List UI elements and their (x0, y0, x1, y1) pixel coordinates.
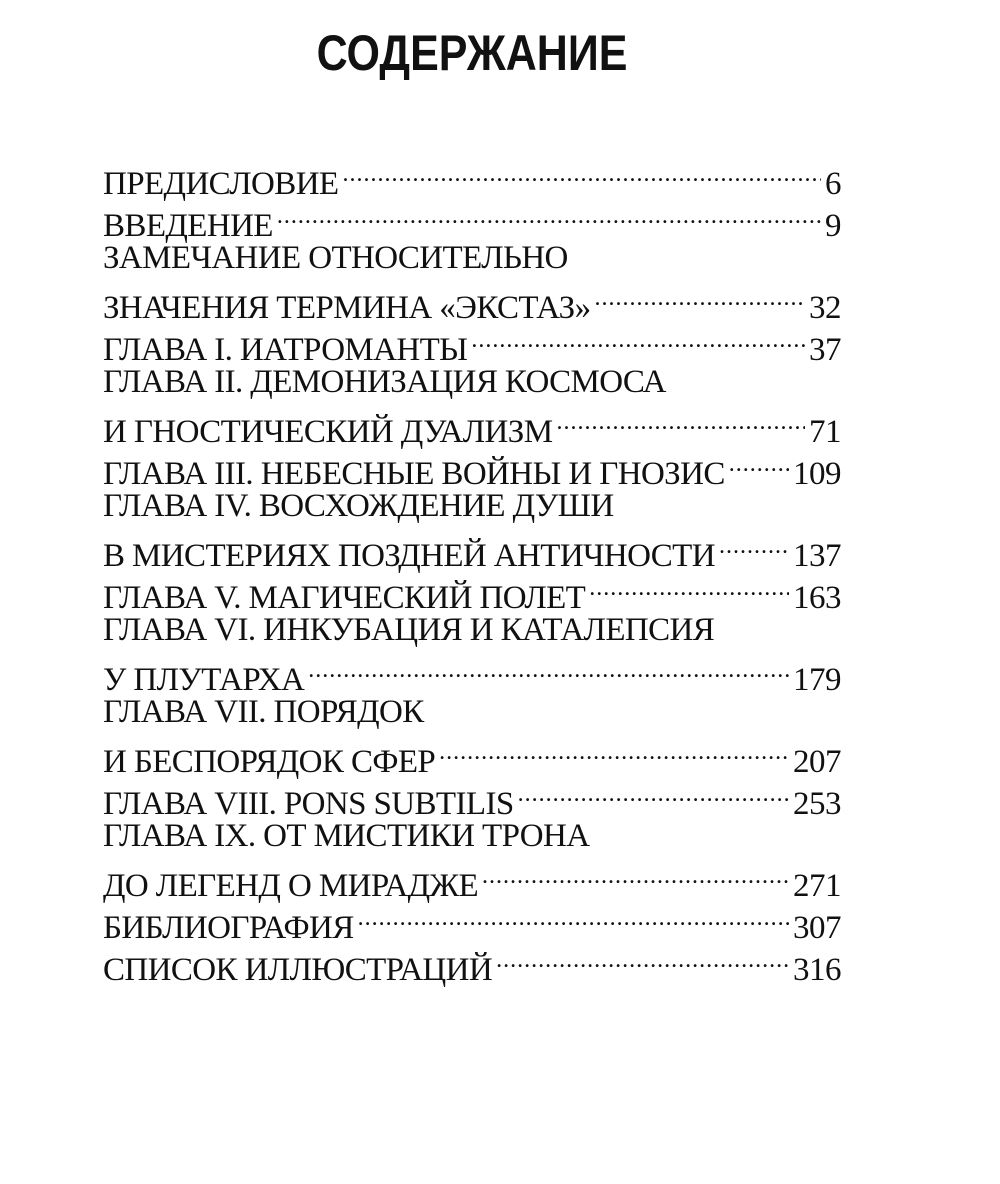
toc-entry-title: ГЛАВА IV. ВОСХОЖДЕНИЕ ДУШИ (103, 488, 614, 524)
toc-entry-title: ГЛАВА VI. ИНКУБАЦИЯ И КАТАЛЕПСИЯ (103, 612, 715, 648)
toc-entry-title: ГЛАВА VIII. PONS SUBTILIS (103, 786, 514, 822)
toc-page-number: 37 (809, 332, 841, 368)
toc-page-number: 6 (825, 166, 841, 202)
toc-entry-title: ЗАМЕЧАНИЕ ОТНОСИТЕЛЬНО (103, 240, 568, 276)
toc-entry-title: ГЛАВА II. ДЕМОНИЗАЦИЯ КОСМОСА (103, 364, 666, 400)
toc-page-number: 163 (793, 580, 841, 616)
toc-page-number: 179 (793, 662, 841, 698)
toc-entry-line (103, 526, 841, 574)
toc-page-number: 271 (793, 868, 841, 904)
toc-entry-line (103, 732, 841, 780)
toc-entry-title: ГЛАВА IX. ОТ МИСТИКИ ТРОНА (103, 818, 590, 854)
dot-leader (556, 402, 805, 442)
toc-entry-title: БИБЛИОГРАФИЯ (103, 910, 354, 946)
toc-entry-title: И БЕСПОРЯДОК СФЕР (103, 744, 436, 780)
toc-entry[interactable] (103, 362, 841, 450)
toc-entry-line (103, 362, 841, 402)
toc-page-number: 316 (793, 952, 841, 988)
toc-entry-line (103, 278, 841, 326)
toc-entry[interactable] (103, 816, 841, 904)
toc-entry[interactable] (103, 692, 841, 780)
dot-leader (518, 774, 789, 814)
toc-entry-line (103, 486, 841, 526)
toc-page-number: 109 (793, 456, 841, 492)
toc-entry[interactable] (103, 486, 841, 574)
table-of-contents (103, 154, 841, 988)
dot-leader (589, 568, 789, 608)
toc-entry-line (103, 856, 841, 904)
toc-entry-title: ГЛАВА I. ИАТРОМАНТЫ (103, 332, 468, 368)
page-title: СОДЕРЖАНИЕ (316, 25, 628, 81)
dot-leader (439, 732, 789, 772)
toc-page-number: 307 (793, 910, 841, 946)
dot-leader (482, 856, 789, 896)
toc-entry[interactable] (103, 154, 841, 202)
dot-leader (471, 320, 805, 360)
toc-page-number: 71 (809, 414, 841, 450)
dot-leader (729, 444, 789, 484)
dot-leader (277, 196, 821, 236)
dot-leader (595, 278, 805, 318)
toc-page-number: 32 (809, 290, 841, 326)
toc-entry-title: У ПЛУТАРХА (103, 662, 305, 698)
dot-leader (719, 526, 789, 566)
toc-entry-line (103, 154, 841, 202)
dot-leader (343, 154, 822, 194)
toc-entry-title: ВВЕДЕНИЕ (103, 208, 273, 244)
toc-entry[interactable] (103, 610, 841, 698)
toc-entry[interactable] (103, 238, 841, 326)
toc-entry-title: В МИСТЕРИЯХ ПОЗДНЕЙ АНТИЧНОСТИ (103, 538, 715, 574)
dot-leader (358, 898, 789, 938)
toc-entry-title: ГЛАВА III. НЕБЕСНЫЕ ВОЙНЫ И ГНОЗИС (103, 456, 725, 492)
toc-page-number: 253 (793, 786, 841, 822)
toc-entry-title: И ГНОСТИЧЕСКИЙ ДУАЛИЗМ (103, 414, 553, 450)
toc-entry-line (103, 816, 841, 856)
toc-entry-title: ГЛАВА VII. ПОРЯДОК (103, 694, 424, 730)
toc-entry-line (103, 692, 841, 732)
dot-leader (308, 650, 789, 690)
toc-entry-line (103, 238, 841, 278)
toc-page-number: 207 (793, 744, 841, 780)
toc-entry-title: ПРЕДИСЛОВИЕ (103, 166, 339, 202)
toc-entry-line (103, 610, 841, 650)
toc-entry-title: СПИСОК ИЛЛЮСТРАЦИЙ (103, 952, 493, 988)
toc-entry-line (103, 402, 841, 450)
toc-entry-title: ДО ЛЕГЕНД О МИРАДЖЕ (103, 868, 479, 904)
toc-entry-line (103, 650, 841, 698)
toc-page-number: 9 (825, 208, 841, 244)
toc-entry-title: ГЛАВА V. МАГИЧЕСКИЙ ПОЛЕТ (103, 580, 586, 616)
toc-entry-title: ЗНАЧЕНИЯ ТЕРМИНА «ЭКСТАЗ» (103, 290, 591, 326)
toc-page-number: 137 (793, 538, 841, 574)
dot-leader (496, 940, 789, 980)
